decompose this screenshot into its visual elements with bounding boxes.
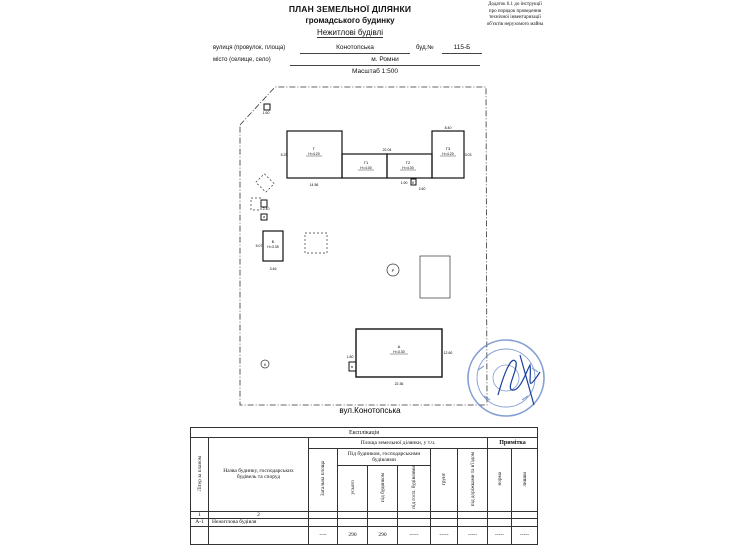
appendix-note: Додаток 6.1 до інструкції про порядок проведення технічної інвентаризації об'єктів нерухомого майна (486, 2, 544, 27)
col-under-outbuildings: під госп. будівлями (398, 466, 431, 512)
well-letter: Р (391, 268, 395, 273)
city-label: місто (селище, село) (213, 57, 271, 63)
total-excess: ----- (512, 526, 538, 544)
total-ground: ----- (431, 526, 458, 544)
explication-table (190, 427, 538, 545)
dim-14: 2.40 (262, 207, 270, 211)
dim-6: 1.90 (400, 181, 408, 185)
shed-top-left (264, 104, 270, 110)
dim-11: 12.60 (443, 351, 453, 355)
dim-1: 14.56 (309, 183, 319, 187)
total-paths: ----- (458, 526, 488, 544)
building-g1-letter: Г1 (363, 160, 369, 165)
num-col-1: 1 (191, 511, 209, 518)
manhole-letter: К (263, 363, 267, 367)
official-stamp (468, 340, 544, 416)
mark-small-c: в (351, 365, 353, 369)
dim-7: 2.60 (418, 187, 426, 191)
house-value: 115-Б (453, 44, 471, 51)
row-name: Нежитлова будівля (209, 518, 309, 526)
total-outbuildings: ----- (398, 526, 431, 544)
street-caption: вул.Конотопська (339, 406, 401, 415)
page-subtitle: громадського будинку (305, 16, 395, 25)
shed-left-1 (261, 200, 267, 207)
dashed-object-1 (256, 174, 274, 192)
building-b-area: Н=3.35 (267, 245, 279, 249)
building-g3-area: Н=4.20 (442, 152, 454, 156)
col-total: Загальна площа (309, 449, 338, 512)
total-house: 290 (368, 526, 398, 544)
street-label: вулиця (провулок, площа) (213, 45, 286, 51)
col-under-house: під будинком (368, 466, 398, 512)
col-excess: лишки (512, 449, 538, 512)
explication-heading: Експлікація (191, 428, 538, 438)
col-ground: грунт (431, 449, 458, 512)
house-label: буд.№ (416, 45, 434, 51)
street-value: Конотопська (336, 44, 374, 51)
col-paths: під доріжками та в'їздом (458, 449, 488, 512)
dim-9: 3.46 (269, 267, 277, 271)
building-g-area: Н=4.20 (308, 152, 320, 156)
building-kind: Нежитлові будівлі (317, 28, 383, 37)
dashed-object-2 (251, 198, 261, 210)
building-b-letter: Б (271, 239, 275, 244)
page-title: ПЛАН ЗЕМЕЛЬНОЇ ДІЛЯНКИ (288, 4, 412, 14)
row-letter: А-1 (191, 518, 209, 526)
col-norm: норма (488, 449, 512, 512)
dim-4: 5.25 (280, 153, 288, 157)
scale-label: Масштаб 1:500 (352, 68, 398, 75)
building-a-area: Н=3.30 (393, 350, 405, 354)
building-g3-letter: Г3 (445, 146, 451, 151)
col-note: Примітка (488, 438, 538, 449)
dim-2: 22.04 (382, 148, 392, 152)
col-name: Назва будинку, господарських будівель та споруд (209, 438, 309, 512)
dim-3: 8.40 (444, 126, 452, 130)
num-col-2: 2 (209, 511, 309, 518)
city-value: м. Ромни (371, 56, 399, 63)
dim-5: 3.03 (464, 153, 472, 157)
total-norm: ----- (488, 526, 512, 544)
dim-13: 1.60 (262, 111, 270, 115)
total-area: ---- (309, 526, 338, 544)
pad-object (420, 256, 450, 298)
building-g2-area: Н=4.00 (402, 166, 414, 170)
building-g1-area: Н=4.00 (360, 166, 372, 170)
building-g-letter: Г (312, 146, 316, 151)
dim-12: 1.80 (346, 355, 354, 359)
mark-small-b: б (411, 181, 415, 185)
dashed-object-3 (305, 233, 327, 253)
col-area-group: Площа земельної ділянки, у т.ч. (309, 438, 488, 449)
building-a-letter: А (397, 344, 401, 349)
building-g2-letter: Г2 (405, 160, 411, 165)
col-letter: Літер за планом (191, 438, 209, 512)
col-total-sub: усього (338, 466, 368, 512)
dim-8: 5.07 (255, 244, 263, 248)
mark-small-a: а (263, 215, 265, 219)
col-under-buildings: Під будинком, господарськими будівлями (338, 449, 431, 466)
dim-10: 22.36 (394, 382, 404, 386)
total-all: 290 (338, 526, 368, 544)
